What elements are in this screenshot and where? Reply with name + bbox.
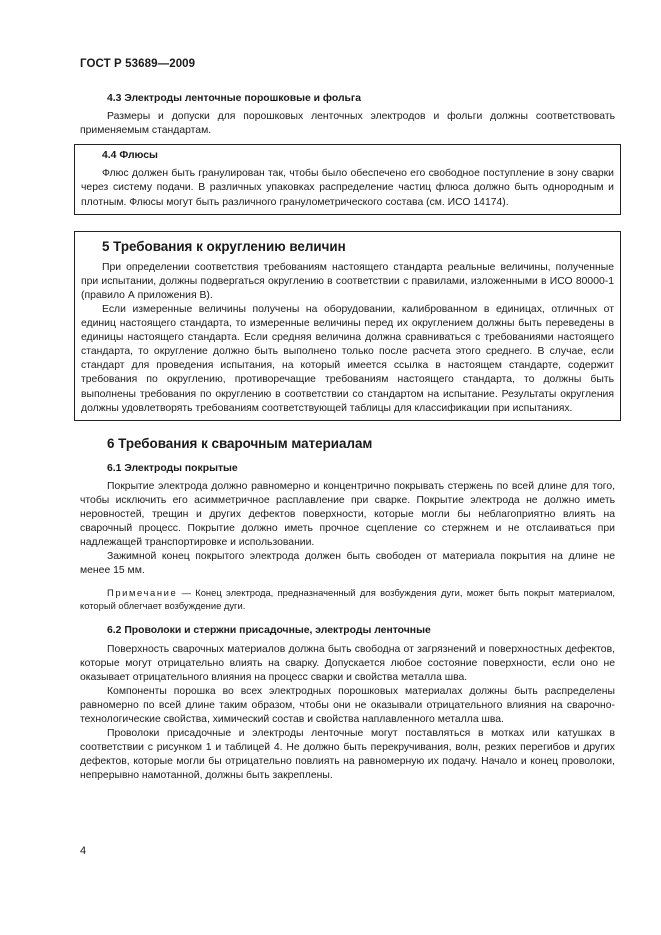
note-label: Примечание [107, 587, 178, 599]
page-number: 4 [80, 845, 87, 857]
page-header-standard-title: ГОСТ Р 53689—2009 [80, 58, 196, 70]
section-4-4-heading: 4.4 Флюсы [102, 150, 158, 162]
section-6-2-paragraph: Компоненты порошка во всех электродных порошковых материалах должны быть распределены равномерно по всей длине таким образом, чтобы они не оказывали отрицательного влияния на сварочно-технологические свойства, химический состав и свойства наплавленного металла шва. [80, 685, 615, 725]
section-4-3-text: Размеры и допуски для порошковых ленточных электродов и фольги должны соответствовать применяемым стандартам. [80, 111, 615, 137]
page-content [80, 82, 615, 783]
section-6-heading: 6 Требования к сварочным материалам [107, 435, 373, 451]
section-5-paragraph: Если измеренные величины получены на оборудовании, калиброванном в единицах, отличных от единиц настоящего стандарта, то измеренные величины перед их округлением должны быть переведены в единицы настоящего стандарта. Если средняя величина должна сравниваться с требованиями настоящего стандарта, то округление должно быть выполнено только после расчета этого среднего. В случае, если стандарт для проведения испытания, на который имеется ссылка в настоящем стандарте, содержит требования по округлению, противоречащие требованиям настоящего стандарта, то должны быть выполнены требования по округлению в соответствии со стандартом на испытание. Результаты округления должны удовлетворять требованиям соответствующей таблицы для классификации при испытаниях. [81, 303, 614, 414]
section-6-2-paragraph: Поверхность сварочных материалов должна быть свободна от загрязнений и поверхностных дефектов, которые могут отрицательно влиять на сварку. Допускается любое состояние поверхности, если оно не оказывает отрицательного влияния на процесс сварки и свойства металла шва. [80, 643, 615, 683]
section-4-4-box [74, 144, 621, 214]
section-5-paragraph: При определении соответствия требованиям настоящего стандарта реальные величины, полученные при испытании, должны подвергаться округлению в соответствии с правилами, изложенными в ИСО 80000-1 (правило А приложения В). [81, 261, 614, 301]
section-4-3-heading: 4.3 Электроды ленточные порошковые и фольга [107, 93, 362, 104]
section-6-1-paragraph: Зажимной конец покрытого электрода должен быть свободен от материала покрытия на длине не менее 15 мм. [80, 551, 615, 577]
section-6-1-paragraph: Покрытие электрода должно равномерно и концентрично покрывать стержень по всей длине для того, чтобы исключить его асимметричное расплавление при сварке. Покрытие электрода не должно иметь неровностей, трещин и других дефектов поверхности, которые могли бы неблагоприятно влиять на сварочный процесс. Покрытие должно иметь прочное сцепление со стержнем и не отслаиваться при надлежащей транспортировке и использовании. [80, 480, 615, 549]
section-6-1-heading: 6.1 Электроды покрытые [107, 462, 238, 474]
section-6-1-note [80, 586, 615, 612]
section-4-4-text: Флюс должен быть гранулирован так, чтобы было обеспечено его свободное поступление в зону сварки через систему подачи. В различных упаковках распределение частиц флюса должно быть однородным и плотным. Флюсы могут быть различного гранулометрического состава (см. ИСО 14174). [81, 168, 614, 208]
section-5-heading: 5 Требования к округлению величин [102, 238, 346, 254]
section-6-2-heading: 6.2 Проволоки и стержни присадочные, электроды ленточные [107, 625, 431, 637]
section-6-2-paragraph: Проволоки присадочные и электроды ленточные могут поставляться в мотках или катушках в соответствии с рисунком 1 и таблицей 4. Не должно быть перекручивания, волн, резких перегибов и других дефектов, которые могли бы отрицательно повлиять на равномерную их подачу. Начало и конец проволоки, непрерывно намотанной, должны быть закреплены. [80, 728, 615, 782]
section-5-box [74, 231, 621, 421]
section-6 [80, 435, 615, 784]
note-text: — Конец электрода, предназначенный для возбуждения дуги, может быть покрыт материалом, который облегчает возбуждение дуги. [80, 587, 615, 612]
